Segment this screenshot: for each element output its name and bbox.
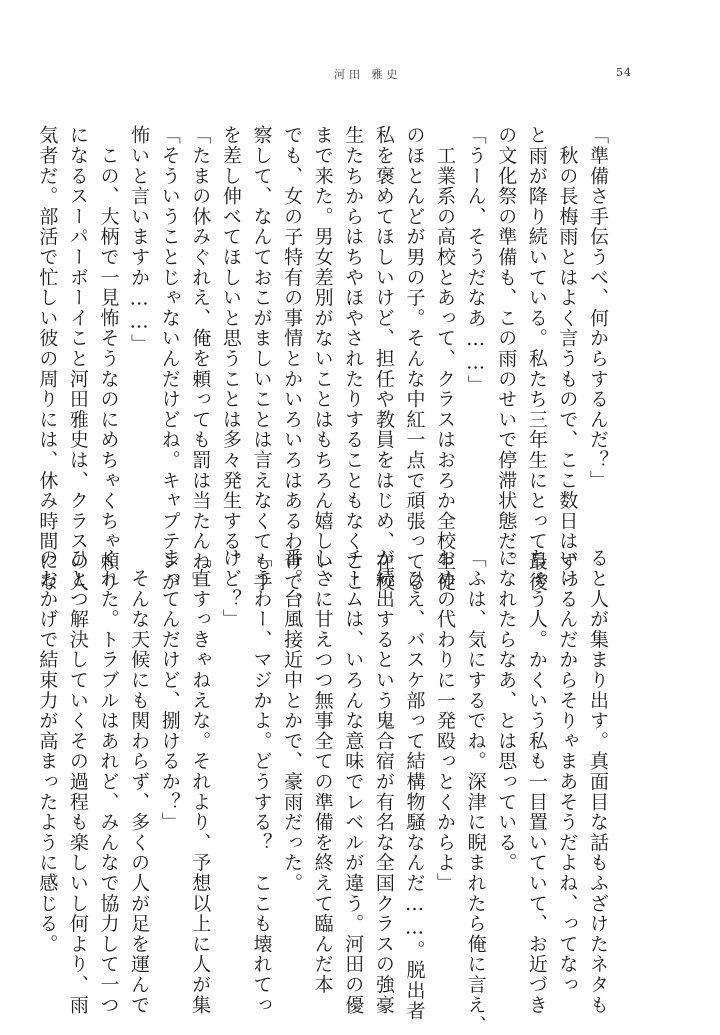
text-line: 「うわー、マジかよ。どうする？ ここも壊れてっ [250, 548, 273, 1015]
text-line: 秋の長梅雨とはよく言うもので、ここ数日はずっ [556, 125, 579, 592]
text-line: 「直すっきゃねえな。それより、予想以上に人が集 [189, 548, 212, 1015]
text-line: ると人が集まり出す。真面目な話もふざけたネタも [587, 548, 609, 1015]
text-line: と雨が降り続いている。私たち三年生にとって最後 [525, 125, 548, 592]
text-line: そんな天候にも関わらず、多くの人が足を運んで [128, 548, 151, 1015]
page-number: 54 [616, 66, 632, 79]
text-line: この、大柄で一見怖そうなのにめちゃくちゃ頼り [97, 125, 120, 592]
text-line: ひとつ解決していくその過程も楽しいし何より、雨 [66, 548, 89, 1015]
text-line: のおかげで結束力が高まったように感じる。 [36, 548, 59, 954]
text-line: しさに甘えつつ無事全ての準備を終えて臨んだ本 [311, 548, 334, 995]
text-line: おめの代わりに一発殴っとくからよ」 [434, 548, 457, 894]
text-line: まで来た。男女差別がないことはもちろん嬉しい、 [311, 125, 334, 592]
text-line: いけるんだからそりゃまあそうだよね、ってなっ [556, 548, 579, 995]
text-line: くれた。トラブルはあれど、みんなで協力して一つ [97, 548, 120, 1015]
text-line: 「準備さ手伝うべ、何からするんだ？」 [587, 125, 609, 491]
text-block-upper [36, 125, 613, 613]
text-line: 「ふは、気にするでね。深津に睨まれたら俺に言え、 [464, 548, 487, 1035]
text-line: けど？」 [219, 548, 242, 630]
text-line: 生たちからはちやほやされたりすることもなくここ [342, 125, 365, 592]
text-line: になるスーパーボーイこと河田雅史は、クラスの人 [66, 125, 89, 592]
text-line: 「たまの休みぐれえ、俺を頼っても罰は当たんね」 [189, 125, 212, 592]
text-line: 工業系の高校とあって、クラスはおろか全校生徒 [434, 125, 457, 592]
text-line: 私を褒めてほしいけど、担任や教員をはじめ、在校 [372, 125, 395, 592]
text-line: でも、女の子特有の事情とかいろいろはあるわけで。 [281, 125, 304, 613]
text-line: が続出するという鬼合宿が有名な全国クラスの強豪 [372, 548, 395, 1015]
text-line: の文化祭の準備も、この雨のせいで停滞状態だ。 [495, 125, 518, 572]
text-line: を差し伸べてほしいと思うことは多々発生する。 [219, 125, 242, 572]
text-line: 「そういうことじゃないんだけどね。キャプテンが [158, 125, 181, 592]
text-line: ちゃう人。かくいう私も一目置いていて、お近づき [525, 548, 548, 1015]
text-line: 察して、なんておこがましいことは言えなくても手 [250, 125, 273, 592]
text-line: ひえ、バスケ部って結構物騒なんだ……。脱出者 [403, 548, 426, 1021]
running-head: 河田 雅史 [334, 68, 402, 81]
text-line: まってんだけど、捌けるか？」 [158, 548, 181, 833]
text-line: 「うーん、そうだなあ……」 [464, 125, 487, 395]
text-line: 気者だ。部活で忙しい彼の周りには、休み時間にな [36, 125, 59, 592]
text-block-lower [36, 548, 613, 1035]
text-line: になれたらなあ、とは思っている。 [495, 548, 518, 873]
text-line: 番。台風接近中とかで、豪雨だった。 [281, 548, 304, 894]
text-line: のほとんどが男の子。そんな中紅一点で頑張ってる [403, 125, 426, 592]
text-line: 怖いと言いますか……」 [128, 125, 151, 355]
text-line: チームは、いろんな意味でレベルが違う。河田の優 [342, 548, 365, 1015]
